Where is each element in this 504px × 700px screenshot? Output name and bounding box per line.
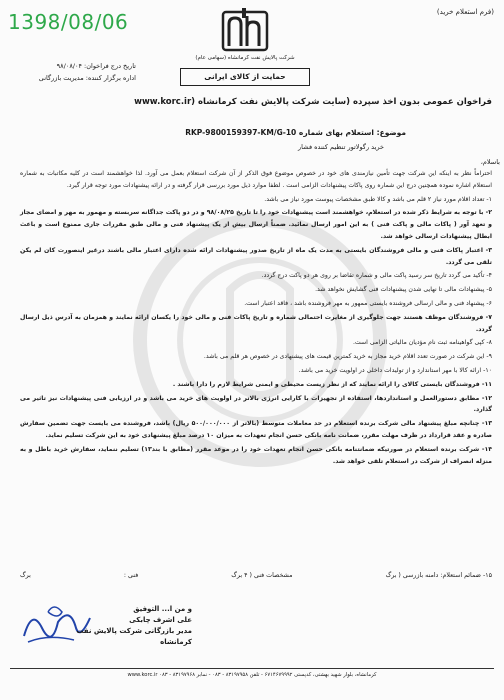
salutation: باسلام، (480, 158, 500, 166)
company-logo (195, 6, 295, 61)
tech-attachment-label: فنی : (123, 572, 139, 579)
refinery-logo-icon (215, 6, 275, 54)
slogan-banner: حمایت از کالای ایرانی (180, 68, 310, 86)
form-type-label: (فرم استعلام خرید) (436, 8, 494, 16)
received-date-stamp: 1398/08/06 (8, 10, 129, 34)
condition-item-10: ۱۰- ارائه کالا با مهر استاندارد و از تولیدات داخلی در اولویت خرید می باشد. (298, 366, 492, 374)
signatory-name: علی اشرف چابکی (129, 616, 192, 624)
condition-item-8: ۸- کپی گواهینامه ثبت نام مؤدیان مالیاتی الزامی است. (352, 339, 492, 347)
logo-caption: شرکت پالایش نفت کرمانشاه (سهامی عام) (195, 55, 295, 61)
signature-block (52, 604, 192, 648)
header-meta (6, 60, 136, 84)
condition-item-5: ۵- پیشنهادات مالی تا نهایی شدن پیشنهادات فنی گشایش نخواهد شد. (315, 286, 492, 294)
page-count-label: برگ (20, 572, 31, 579)
subject-description: خرید رگولاتور تنظیم کننده فشار (298, 143, 384, 151)
organizing-office: اداره برگزار کننده: مدیریت بازرگانی (38, 74, 136, 82)
document-title: فراخوان عمومی بدون اخذ سپرده (سایت شرکت پالایش نفت کرمانشاه (www.korc.ir (134, 97, 492, 107)
condition-item-7: ۷- فروشندگان موظف هستند جهت جلوگیری از مغایرت احتمالی شماره و تاریخ پاکات فنی و مالی خود را یکسان ارائه نمایند و همزمان به آدرس ذیل ارسال گردد. (20, 313, 492, 333)
closing-phrase: و من ا... التوفیق (133, 605, 192, 613)
footer-divider (10, 668, 494, 669)
attachments-item: ۱۵- ضمائم استعلام: دامنه بازرسی ( برگ (385, 572, 492, 579)
tech-spec-attachment: مشخصات فنی ( ۴ برگ (231, 572, 293, 579)
attachments-row (20, 572, 492, 579)
footer-address: کرمانشاه، بلوار شهید بهشتی، کدپستی ۶۷۱۴۶۷۹۹۹۲ - تلفن ۸۳۱۹۷۹۵۸ - ۰۸۳ - نمابر ۸۳۱۹۷۹۶۸ - ۰۸۳ www.korc.ir (127, 672, 377, 678)
signatory-title: مدیر بازرگانی شرکت پالایش نفت کرمانشاه (76, 627, 192, 646)
condition-item-13: ۱۳- چنانچه مبلغ پیشنهاد مالی شرکت برنده استعلام در حد معاملات متوسط (بالاتر از ۵۰۰/۰۰۰/۰۰۰ ریال) باشد، فروشنده می بایست جهت تضمین سفارش صادره و عقد قرارداد در ظرف مهلت مقرر، ضمانت نامه بانکی حسن انجام تعهدات به میزان ۱۰ درصد مبلغ پیشنهادی خود به این شرکت تسلیم نماید. (20, 420, 492, 439)
condition-item-12: ۱۲- مطابق دستورالعمل و استانداردها، استفاده از تجهیزات با کارایی انرژی بالاتر در اولویت های خرید می باشد و در ارزیابی فنی پیشنهادات نیز تاثیر می گذارد. (20, 394, 492, 414)
condition-item-1: ۱- تعداد اقلام مورد نیاز ۲ قلم می باشد و کالا طبق مشخصات پیوست مورد نیاز می باشد. (264, 195, 492, 203)
posting-date: تاریخ درج فراخوان: ۹۸/۰۸/۰۴ (56, 62, 136, 70)
condition-item-4: ۴- تأکید می گردد تاریخ سر رسید پاکت مالی و شماره تقاضا بر روی هر دو پاکت درج گردد. (261, 272, 492, 280)
subject-line: موضوع: استعلام بهای شماره RKP-9800159397-KM/G-10 (185, 128, 406, 137)
condition-item-3: ۳- اعتبار پاکات فنی و مالی فروشندگان بایستی به مدت یک ماه از تاریخ صدور پیشنهادات ارائه شده دارای اعتبار مالی باشند درغیر اینصورت کان لم یکن تلقی می گردد. (20, 246, 492, 266)
condition-item-9: ۹- این شرکت در صورت تعدد اقلام خرید مجاز به خرید کمترین قیمت های پیشنهادی در خصوص هر قلم می باشد. (203, 353, 492, 361)
condition-item-2: ۲- با توجه به شرایط ذکر شده در استعلام، خواهشمند است پیشنهادات خود را تا تاریخ ۹۸/۰۸/۲۵ و در دو پاکت جداگانه سربسته و مهمور به مهر و امضای مجاز و تعهد آور ( پاکات مالی و پاکت فنی ) به این امور ارسال نمائید. ضمناً ارسال بیش از یک پیشنهاد فنی و مالی طبق مقررات جاری ممنوع است و باعث ابطال پیشنهادات ارسالی خواهد شد. (20, 209, 492, 240)
condition-item-14: ۱۴- شرکت برنده استعلام در صورتیکه ضمانتنامه بانکی حسن انجام تعهدات خود را در موعد مقرر (مطابق با بند۱۳) تسلیم ننماید، سفارش خرید باطل و به منزله انصراف از شرکت در استعلام تلقی خواهد شد. (20, 445, 492, 465)
condition-item-11: ۱۱- فروشندگان بایستی کالای را ارائه نمایند که از نظر زیست محیطی و ایمنی شرایط لازم را دارا باشند . (172, 380, 492, 388)
letter-body (20, 168, 492, 469)
condition-item-6: ۶- پیشنهاد فنی و مالی ارسالی فروشنده بایستی ممهور به مهر فروشنده باشد ، فاقد اعتبار است. (244, 299, 492, 307)
intro-paragraph: احتراماً نظر به اینکه این شرکت جهت تأمین نیازمندی های خود در خصوص موضوع فوق الذکر از آن شرکت استعلام بعمل می آورد. لذا خواهشمند است در کلیه مکاتبات به شماره استعلام اشاره نموده همچنین درج این شماره روی پاکات پیشنهادات الزامی است . لطفا موارد ذیل مورد بررسی قرار گرفته و در ارائه پیشنهادات مورد توجه قرار گیرد. (20, 170, 492, 189)
